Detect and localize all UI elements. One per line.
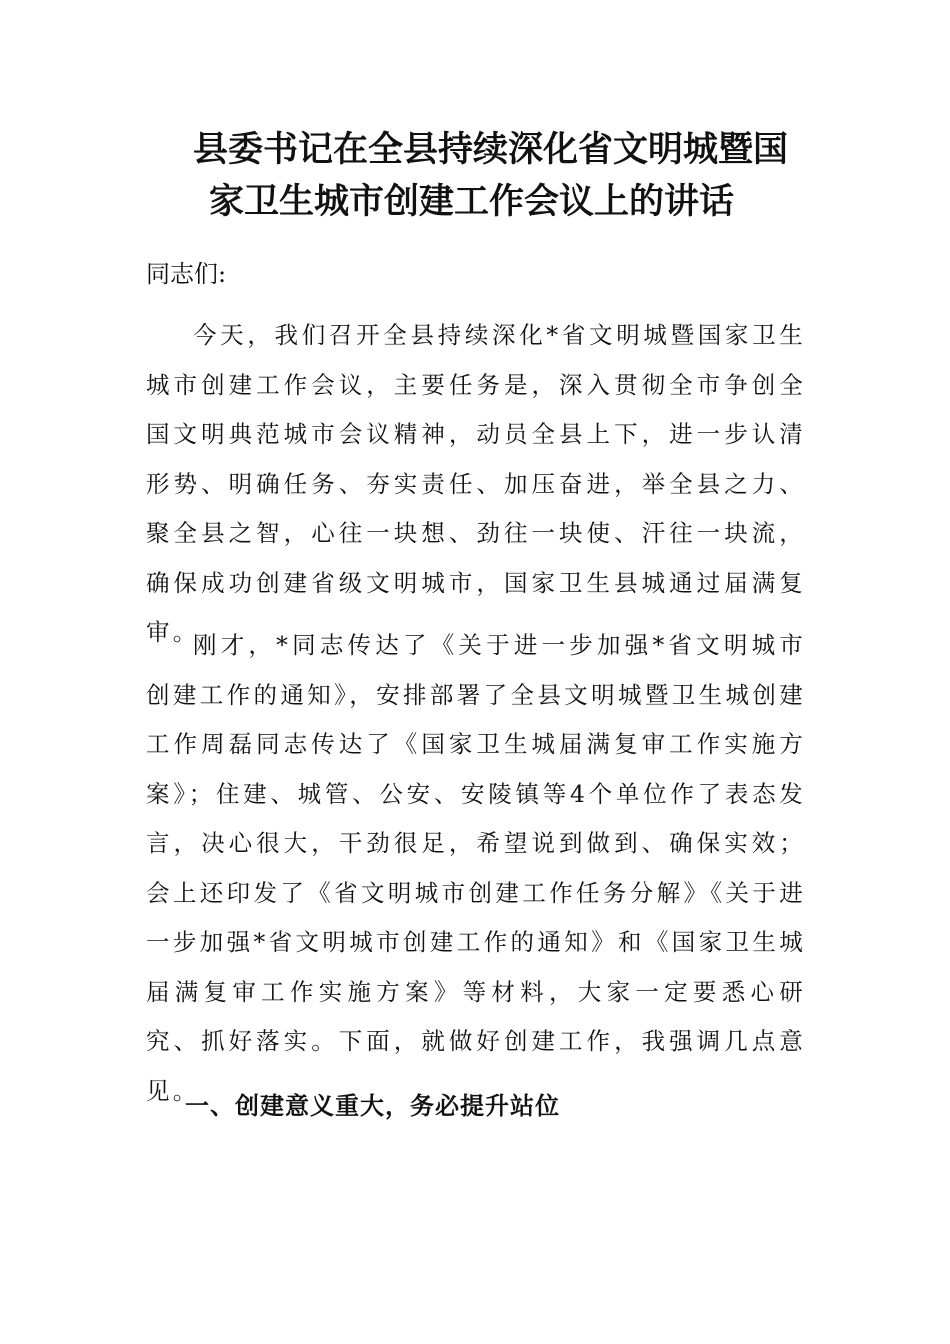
body-paragraph-2: 刚才，*同志传达了《关于进一步加强*省文明城市创建工作的通知》，安排部署了全县文明城暨卫生城创建工作周磊同志传达了《国家卫生城届满复审工作实施方案》；住建、城管、公安、安陵镇等4个单位作了表态发言，决心很大，干劲很足，希望说到做到、确保实效；会上还印发了《省文明城市创建工作任务分解》《关于进一步加强*省文明城市创建工作的通知》和《国家卫生城届满复审工作实施方案》等材料，大家一定要悉心研究、抓好落实。下面，就做好创建工作，我强调几点意见。 bbox=[146, 631, 806, 1105]
section-heading: 一、创建意义重大，务必提升站位 bbox=[185, 1091, 560, 1120]
title-line-2: 家卫生城市创建工作会议上的讲话 bbox=[209, 181, 735, 222]
body-paragraph-1: 今天，我们召开全县持续深化*省文明城暨国家卫生城市创建工作会议，主要任务是，深入贯彻全市争创全国文明典范城市会议精神，动员全县上下，进一步认清形势、明确任务、夯实责任、加压奋进，举全县之力、聚全县之智，心往一块想、劲往一块使、汗往一块流，确保成功创建省级文明城市，国家卫生县城通过届满复审。 bbox=[146, 321, 806, 646]
salutation: 同志们: bbox=[146, 260, 227, 288]
title-line-1: 县委书记在全县持续深化省文明城暨国 bbox=[193, 129, 789, 170]
document-title bbox=[180, 124, 820, 228]
